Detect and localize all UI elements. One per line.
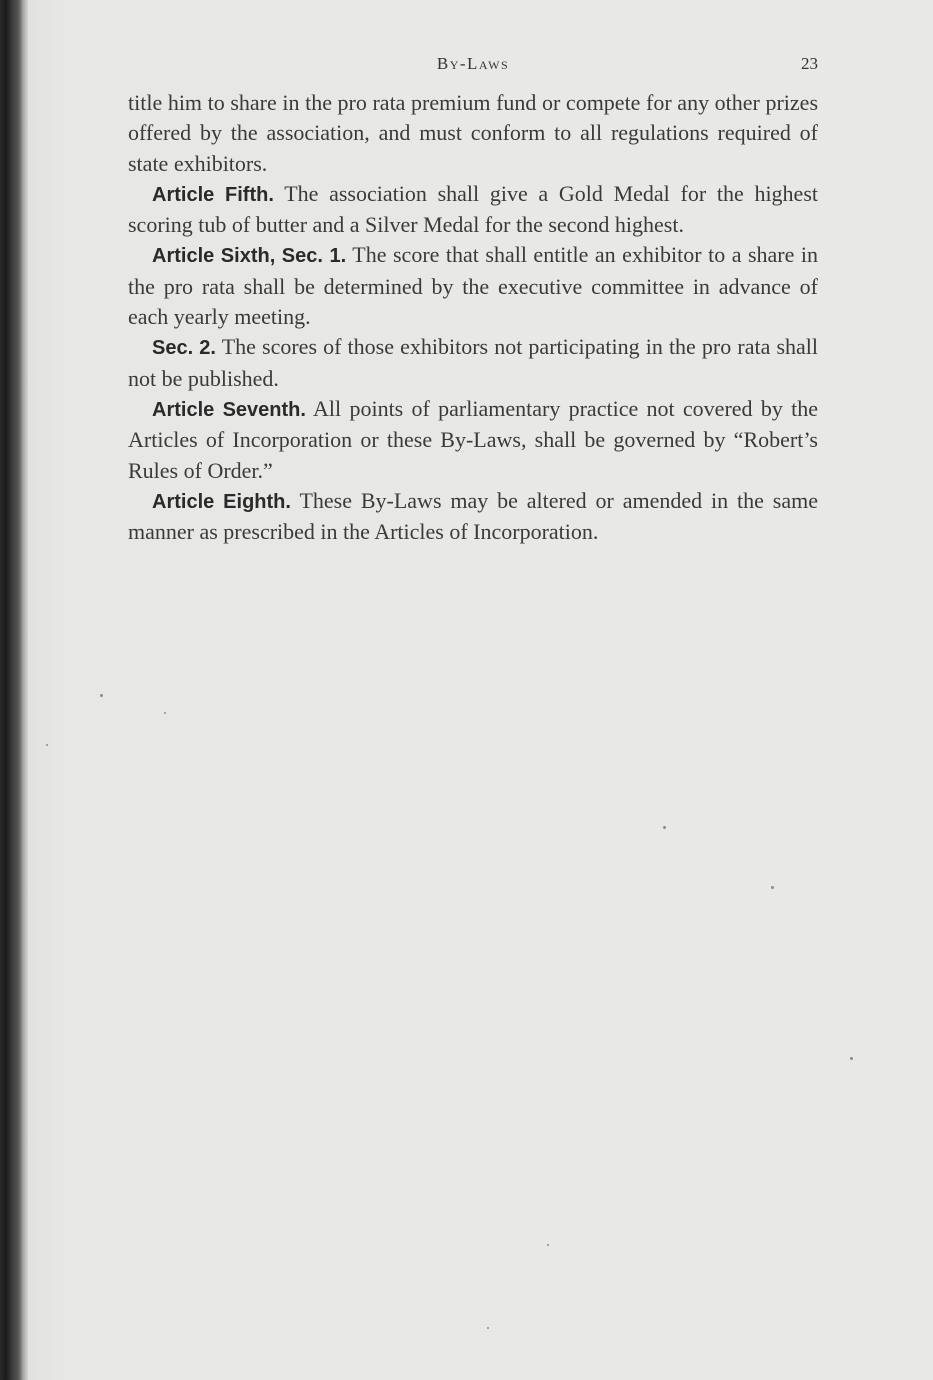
paragraph-continuation xyxy=(128,88,818,179)
section-two-paragraph xyxy=(128,332,818,394)
paper-speck xyxy=(487,1327,489,1329)
paper-speck xyxy=(164,712,166,714)
article-sixth-paragraph xyxy=(128,240,818,332)
section-heading: Sec. 2. xyxy=(152,337,216,360)
paragraph-text: title him to share in the pro rata premium fund or compete for any other prizes offered by the association, and must conform to all regulations required of state exhibitors. xyxy=(128,90,818,176)
paper-speck xyxy=(663,826,666,829)
article-eighth-paragraph xyxy=(128,486,818,548)
paper-speck xyxy=(850,1057,853,1060)
article-heading: Article Sixth, Sec. 1. xyxy=(152,245,347,268)
page-number: 23 xyxy=(801,54,818,73)
paragraph-text: These By-Laws may be altered or amended in the same manner as prescribed in the Articles of Incorporation. xyxy=(128,487,818,545)
paragraph-text: The association shall give a Gold Medal for the highest scoring tub of butter and a Silver Medal for the second highest. xyxy=(128,180,818,238)
article-fifth-paragraph xyxy=(128,179,818,241)
paragraph-text: All points of parliamentary practice not covered by the Articles of Incorporation or these By-Laws, shall be governed by “Robert’s Rules of Order.” xyxy=(128,395,819,483)
paragraph-text: The score that shall entitle an exhibitor to a share in the pro rata shall be determined by the executive committee in advance of each yearly meeting. xyxy=(128,242,818,330)
paper-speck xyxy=(547,1244,549,1246)
paper-speck xyxy=(100,694,103,697)
article-heading: Article Eighth. xyxy=(152,490,291,513)
article-seventh-paragraph xyxy=(128,394,818,486)
paper-speck xyxy=(46,744,48,746)
paragraph-text: The scores of those exhibitors not participating in the pro rata shall not be published. xyxy=(128,334,818,391)
running-head: By-Laws xyxy=(436,54,510,73)
paper-speck xyxy=(771,886,774,889)
binding-shadow xyxy=(22,0,28,1380)
page-header xyxy=(128,54,818,80)
article-heading: Article Seventh. xyxy=(152,398,306,421)
body-text xyxy=(128,88,818,547)
book-binding xyxy=(0,0,22,1380)
article-heading: Article Fifth. xyxy=(152,183,274,206)
